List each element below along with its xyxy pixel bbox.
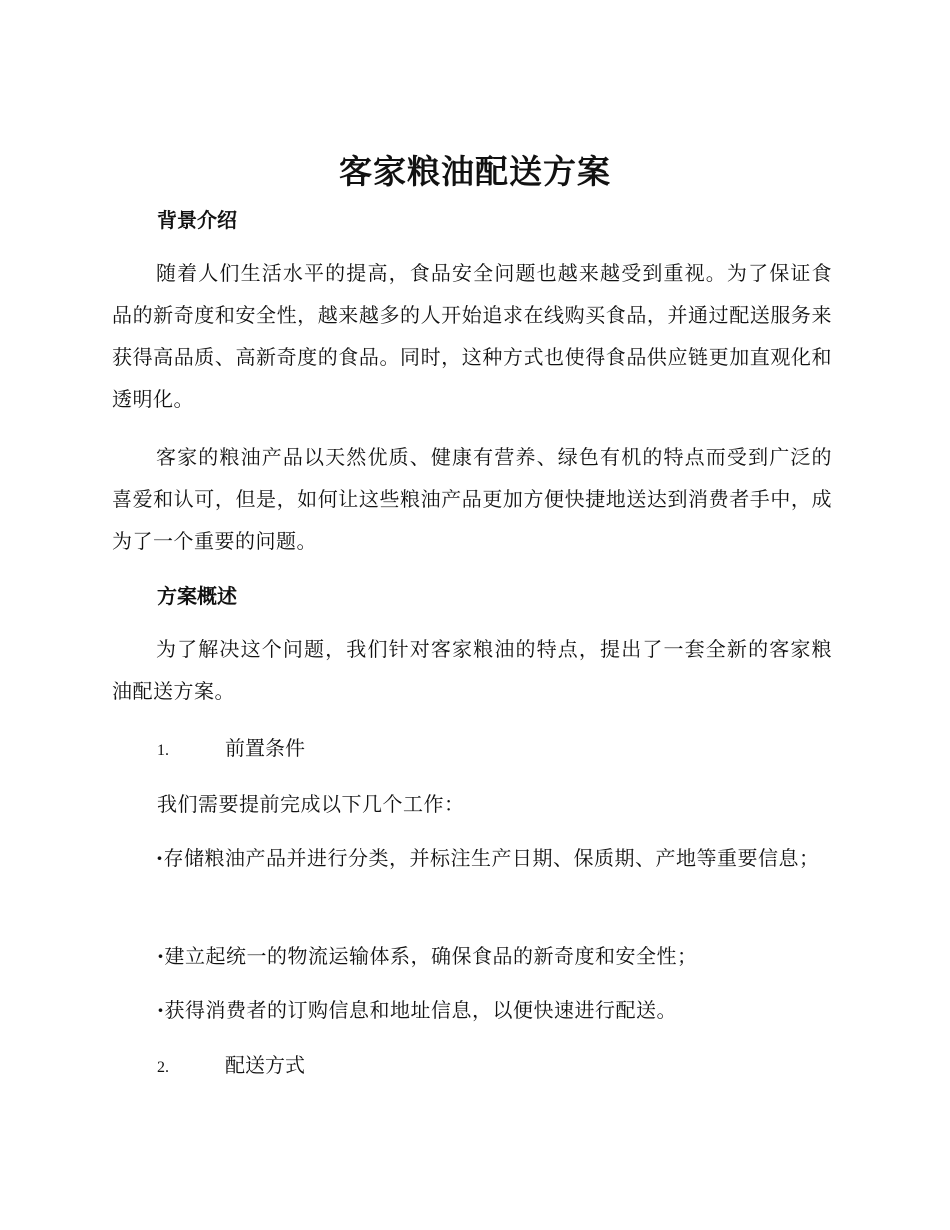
item-number: 2. bbox=[157, 1059, 169, 1076]
bullet-item-1 bbox=[112, 837, 832, 879]
bullet-text: 获得消费者的订购信息和地址信息，以便快速进行配送。 bbox=[164, 998, 677, 1022]
bullet-dot-icon: · bbox=[157, 944, 165, 968]
bullet-text: 建立起统一的物流运输体系，确保食品的新奇度和安全性； bbox=[164, 944, 698, 968]
bullet-dot-icon: · bbox=[157, 998, 165, 1022]
section-heading-overview: 方案概述 bbox=[157, 584, 237, 608]
bullet-text: 存储粮油产品并进行分类，并标注生产日期、保质期、产地等重要信息； bbox=[163, 846, 820, 870]
page-title: 客家粮油配送方案 bbox=[339, 152, 611, 191]
prerequisite-lead: 我们需要提前完成以下几个工作： bbox=[157, 792, 465, 816]
item-number: 1. bbox=[157, 742, 169, 759]
item-title: 配送方式 bbox=[225, 1053, 305, 1077]
numbered-item-1 bbox=[157, 734, 305, 765]
section-heading-background: 背景介绍 bbox=[157, 208, 237, 232]
overview-intro-paragraph: 为了解决这个问题，我们针对客家粮油的特点，提出了一套全新的客家粮油配送方案。 bbox=[112, 637, 832, 703]
background-paragraph-1: 随着人们生活水平的提高，食品安全问题也越来越受到重视。为了保证食品的新奇度和安全性，越来越多的人开始追求在线购买食品，并通过配送服务来获得高品质、高新奇度的食品。同时，这种方式也使得食品供应链更加直观化和透明化。 bbox=[112, 261, 832, 411]
bullet-dot-icon: · bbox=[156, 846, 164, 870]
background-paragraph-2: 客家的粮油产品以天然优质、健康有营养、绿色有机的特点而受到广泛的喜爱和认可，但是，如何让这些粮油产品更加方便快捷地送达到消费者手中，成为了一个重要的问题。 bbox=[112, 445, 832, 553]
bullet-item-3 bbox=[157, 996, 677, 1024]
numbered-item-2 bbox=[157, 1051, 305, 1082]
bullet-item-2 bbox=[157, 942, 697, 970]
item-title: 前置条件 bbox=[225, 736, 305, 760]
